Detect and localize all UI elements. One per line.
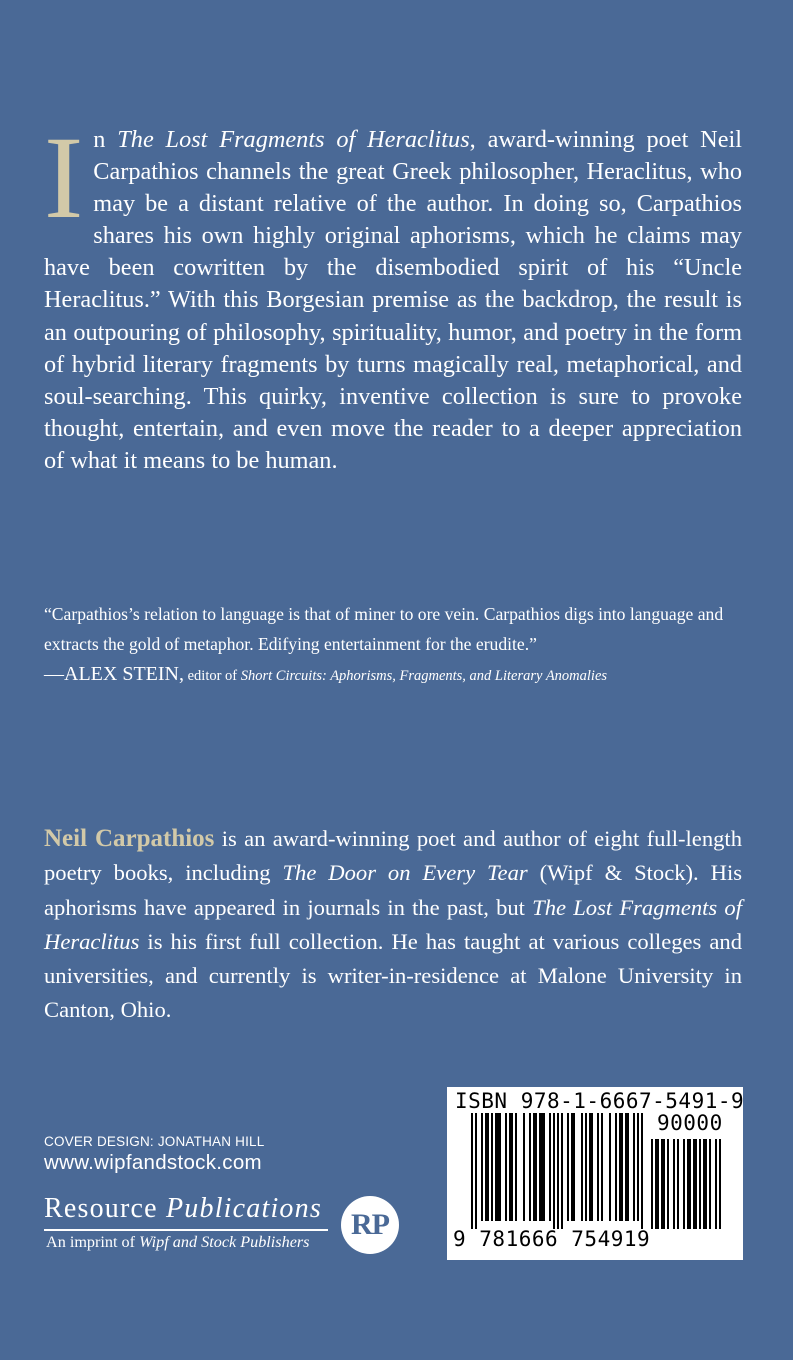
bio-text-1: is an award-winning poet and author of eight full-length poetry books, including xyxy=(44,826,743,886)
ean-barcode-icon xyxy=(471,1113,643,1229)
bio-text-3: is his first full collection. He has taught at various colleges and universities, and currently is writer-in-residence at Malone University in Canton, Ohio. xyxy=(44,928,742,1023)
barcode-bar xyxy=(589,1113,593,1221)
price-code: 90000 xyxy=(657,1111,723,1135)
barcode-bar xyxy=(625,1113,629,1221)
barcode-bar xyxy=(601,1113,603,1221)
barcode-bar xyxy=(481,1113,483,1221)
barcode-bar xyxy=(619,1113,623,1221)
publisher-divider xyxy=(44,1229,328,1231)
publisher-name-b: Publications xyxy=(165,1193,322,1224)
description-text: , award-winning poet Neil Carpathios channels the great Greek philosopher, Heraclitus, who may be a distant relative of the author. In doing so, Carpathios shares his own highly original aphorisms, which he claims may have been cowritten by the disembodied spirit of his “Uncle Heraclitus.” With this Borgesian premise as the backdrop, the result is an outpouring of philosophy, spirituality, humor, and poetry in the form of hybrid literary fragments by turns magically real, metaphorical, and soul-searching. This quirky, inventive collection is sure to provoke thought, entertain, and even move the reader to a deeper appreciation of what it means to be human. xyxy=(44,126,742,474)
barcode-bar xyxy=(661,1139,665,1229)
author-name: Neil Carpathios xyxy=(44,825,215,852)
barcode-bar xyxy=(539,1113,545,1221)
barcode-bar xyxy=(615,1113,617,1221)
barcode-bar xyxy=(495,1113,501,1221)
barcode-bar xyxy=(719,1139,721,1229)
barcode-bar xyxy=(581,1113,583,1221)
barcode-bar xyxy=(557,1113,559,1229)
barcode-bar xyxy=(633,1113,635,1221)
barcode-bar xyxy=(485,1113,489,1221)
barcode-bar xyxy=(677,1139,679,1229)
isbn-text: ISBN 978-1-6667-5491-9 xyxy=(455,1089,745,1113)
isbn-barcode xyxy=(447,1087,743,1260)
rp-logo-icon: RP xyxy=(341,1196,399,1254)
barcode-bar xyxy=(529,1113,531,1221)
endorser-role: editor of xyxy=(183,668,241,684)
bio-text-2: (Wipf & Stock). His aphorisms have appeared in journals in the past, but xyxy=(44,860,743,920)
publisher-name xyxy=(44,1193,322,1225)
barcode-bar xyxy=(683,1139,685,1229)
barcode-bar xyxy=(533,1113,537,1221)
endorsement-quote: “Carpathios’s relation to language is that of miner to ore vein. Carpathios digs into language and extracts the gold of metaphor. Edifying entertainment for the erudite.” xyxy=(44,604,724,654)
barcode-bar xyxy=(549,1113,551,1221)
barcode-bar xyxy=(687,1139,691,1229)
barcode-bar xyxy=(471,1113,473,1229)
imprint-line xyxy=(46,1233,309,1252)
barcode-bar xyxy=(561,1113,563,1229)
publisher-name-a: Resource xyxy=(44,1193,166,1224)
endorsement-attribution xyxy=(44,659,744,691)
description-book-title: The Lost Fragments of Heraclitus xyxy=(117,126,470,153)
description-lead: n xyxy=(93,126,118,153)
book-description xyxy=(44,112,742,477)
drop-cap: I xyxy=(44,112,84,243)
barcode-bar xyxy=(715,1139,717,1229)
barcode-bar xyxy=(641,1113,643,1229)
endorser-work: Short Circuits: Aphorisms, Fragments, and Literary Anomalies xyxy=(240,668,608,684)
barcode-bar xyxy=(475,1113,477,1229)
barcode-bar xyxy=(571,1113,575,1221)
bio-title-1: The Door on Every Tear xyxy=(282,860,528,886)
imprint-b: Wipf and Stock Publishers xyxy=(139,1233,310,1251)
barcode-bar xyxy=(523,1113,525,1221)
barcode-bar xyxy=(509,1113,513,1221)
barcode-bar xyxy=(585,1113,587,1221)
barcode-bar xyxy=(673,1139,675,1229)
ean-digits: 9 781666 754919 xyxy=(453,1227,651,1251)
barcode-bar xyxy=(693,1139,697,1229)
barcode-bar xyxy=(505,1113,507,1221)
barcode-bar xyxy=(567,1113,569,1221)
barcode-bar xyxy=(597,1113,599,1221)
author-bio xyxy=(44,822,742,1028)
barcode-bar xyxy=(553,1113,555,1229)
barcode-bar xyxy=(655,1139,659,1229)
endorsement xyxy=(44,599,744,691)
barcode-bar xyxy=(515,1113,517,1221)
bio-title-2: The Lost Fragments of Heraclitus xyxy=(44,894,742,954)
endorser-name: —ALEX STEIN, xyxy=(44,663,184,685)
barcode-bar xyxy=(699,1139,701,1229)
barcode-bar xyxy=(637,1113,639,1221)
addon-barcode-icon xyxy=(651,1139,731,1231)
barcode-bar xyxy=(609,1113,611,1221)
cover-design-credit: COVER DESIGN: JONATHAN HILL xyxy=(44,1134,265,1149)
barcode-bar xyxy=(709,1139,711,1229)
imprint-a: An imprint of xyxy=(46,1233,140,1251)
barcode-bar xyxy=(667,1139,669,1229)
barcode-bar xyxy=(491,1113,493,1221)
barcode-bar xyxy=(703,1139,707,1229)
barcode-bar xyxy=(651,1139,653,1229)
publisher-website: www.wipfandstock.com xyxy=(44,1151,262,1174)
